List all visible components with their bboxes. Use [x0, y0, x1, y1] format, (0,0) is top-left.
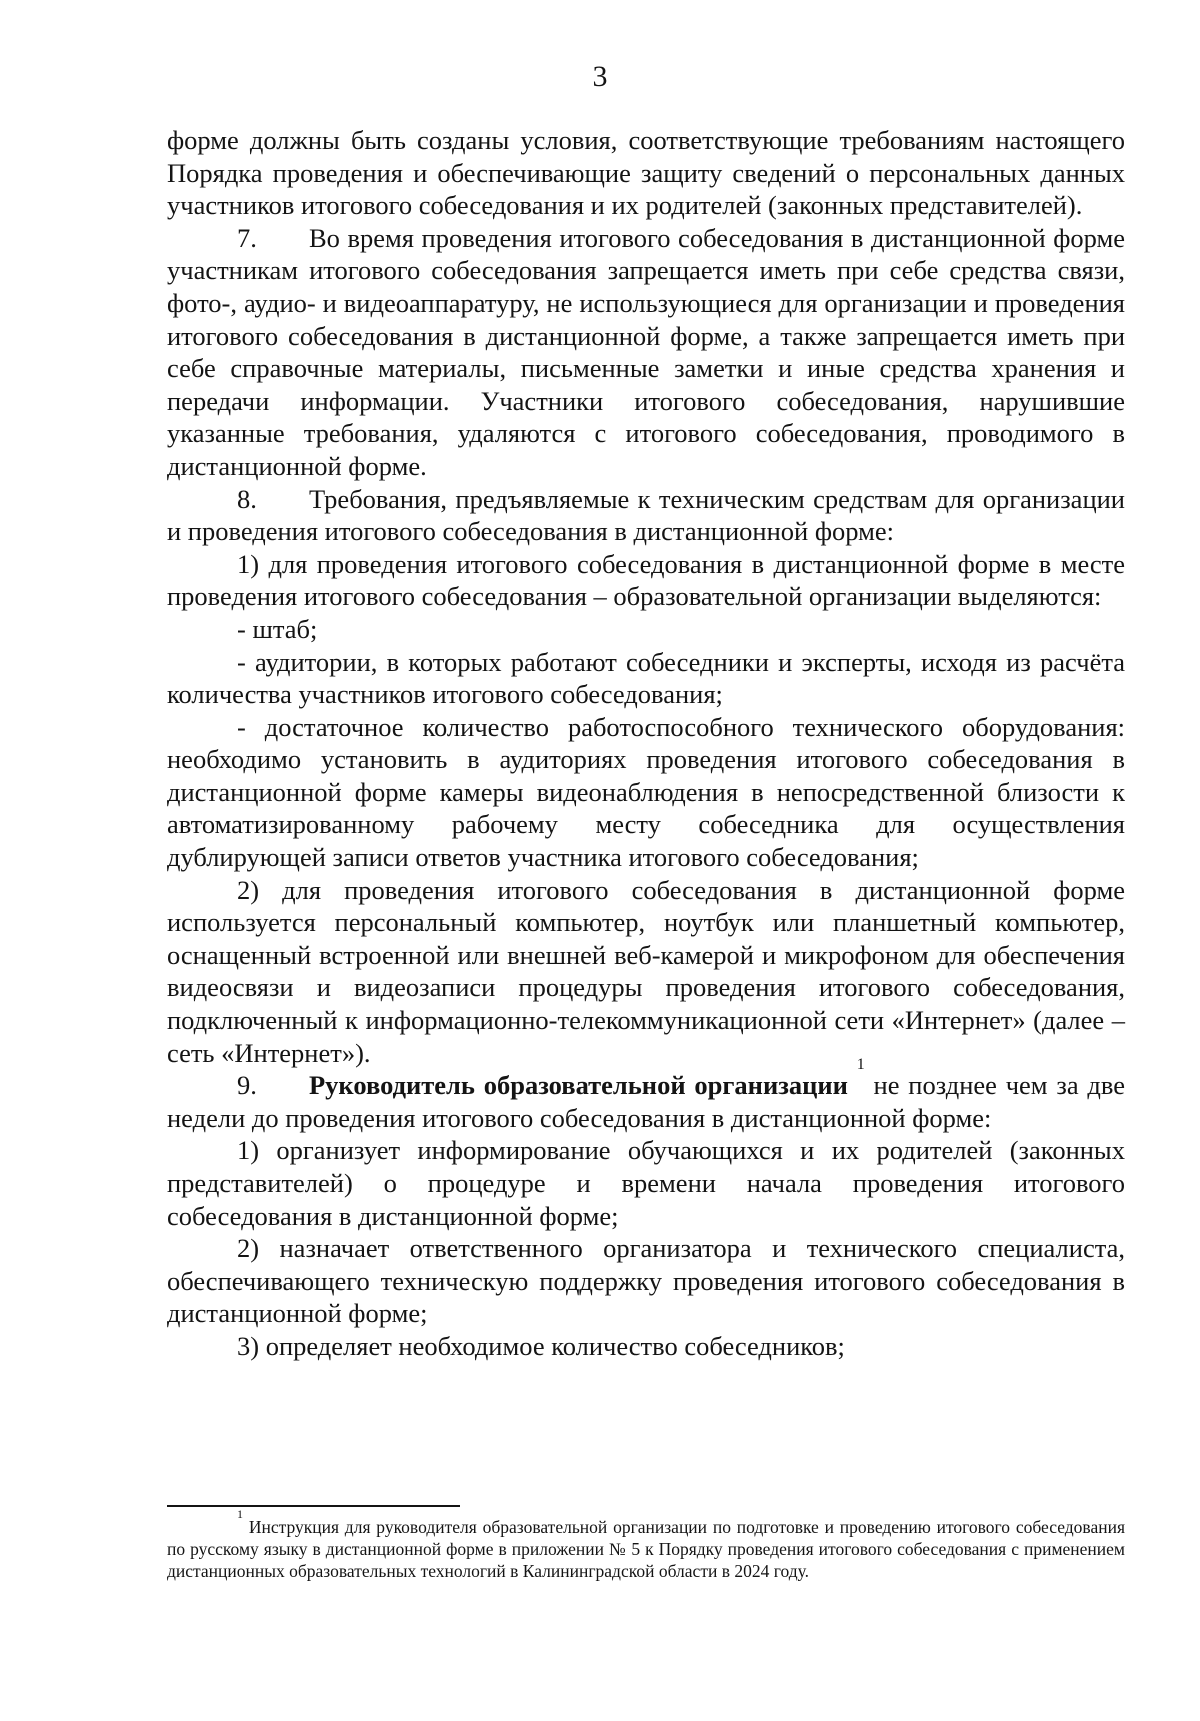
paragraph-8-2: 2) для проведения итогового собеседования в дистанционной форме используется персональный компьютер, ноутбук или планшетный компьютер, оснащенный встроенной или внешней веб-камерой и микрофоном для обеспечения видеосвязи и видеозаписи процедуры проведения итогового собеседования, подключенный к информационно-телекоммуникационной сети «Интернет» (далее – сеть «Интернет»). — [167, 874, 1125, 1068]
footnote-text: Инструкция для руководителя образовательной организации по подготовке и проведению итогового собеседования по русскому языку в дистанционной форме в приложении № 5 к Порядку проведения итогового собеседования с применением дистанционных образовательных технологий в Калининградской области в 2024 году. — [167, 1517, 1126, 1581]
item-number-9: 9. — [237, 1070, 257, 1101]
footnote-marker: 1 — [237, 1507, 243, 1521]
footnote-separator — [167, 1505, 460, 1507]
footnote — [167, 1507, 1126, 1582]
paragraph-7 — [167, 222, 1125, 483]
paragraph-8-1: 1) для проведения итогового собеседования в дистанционной форме в месте проведения итогового собеседования – образовательной организации выделяются: — [167, 548, 1125, 612]
paragraph-9 — [167, 1056, 1126, 1134]
paragraph-9-3: 3) определяет необходимое количество собеседников; — [237, 1330, 845, 1361]
paragraph-9-1: 1) организует информирование обучающихся и их родителей (законных представителей) о процедуре и времени начала проведения итогового собеседования в дистанционной форме; — [167, 1135, 1125, 1231]
page-number: 3 — [592, 60, 608, 93]
paragraph-7-text: Во время проведения итогового собеседования в дистанционной форме участникам итогового собеседования запрещается иметь при себе средства связи, фото-, аудио- и видеоаппаратуру, не использующиеся для организации и проведения итогового собеседования в дистанционной форме, а также запрещается иметь при себе справочные материалы, письменные заметки и иные средства хранения и передачи информации. Участники итогового собеседования, нарушившие указанные требования, удаляются с итогового собеседования, проводимого в дистанционной форме. — [167, 222, 1125, 481]
paragraph-8-text: Требования, предъявляемые к техническим средствам для организации и проведения итогового собеседования в дистанционной форме: — [167, 483, 1125, 547]
item-number-7: 7. — [237, 222, 257, 253]
paragraph-8-1-a: - штаб; — [237, 613, 318, 644]
paragraph-8 — [167, 483, 1125, 548]
paragraph-9-text: не позднее чем за две недели до проведения итогового собеседования в дистанционной форме: — [167, 1070, 1126, 1133]
paragraph-continuation: форме должны быть созданы условия, соответствующие требованиям настоящего Порядка проведения и обеспечивающие защиту сведений о персональных данных участников итогового собеседования и их родителей (законных представителей). — [167, 125, 1125, 221]
document-body — [167, 124, 1125, 1363]
item-number-8: 8. — [237, 483, 257, 514]
paragraph-9-bold-text: Руководитель образовательной организации — [309, 1070, 848, 1101]
paragraph-8-1-b: - аудитории, в которых работают собеседники и эксперты, исходя из расчёта количества участников итогового собеседования; — [167, 646, 1125, 710]
paragraph-8-1-c: - достаточное количество работоспособного технического оборудования: необходимо установить в аудиториях проведения итогового собеседования в дистанционной форме камеры видеонаблюдения в непосредственной близости к автоматизированному рабочему месту собеседника для осуществления дублирующей записи ответов участника итогового собеседования; — [167, 711, 1125, 873]
paragraph-9-2: 2) назначает ответственного организатора и технического специалиста, обеспечивающего техническую поддержку проведения итогового собеседования в дистанционной форме; — [167, 1233, 1125, 1329]
footnote-reference: 1 — [856, 1056, 865, 1074]
